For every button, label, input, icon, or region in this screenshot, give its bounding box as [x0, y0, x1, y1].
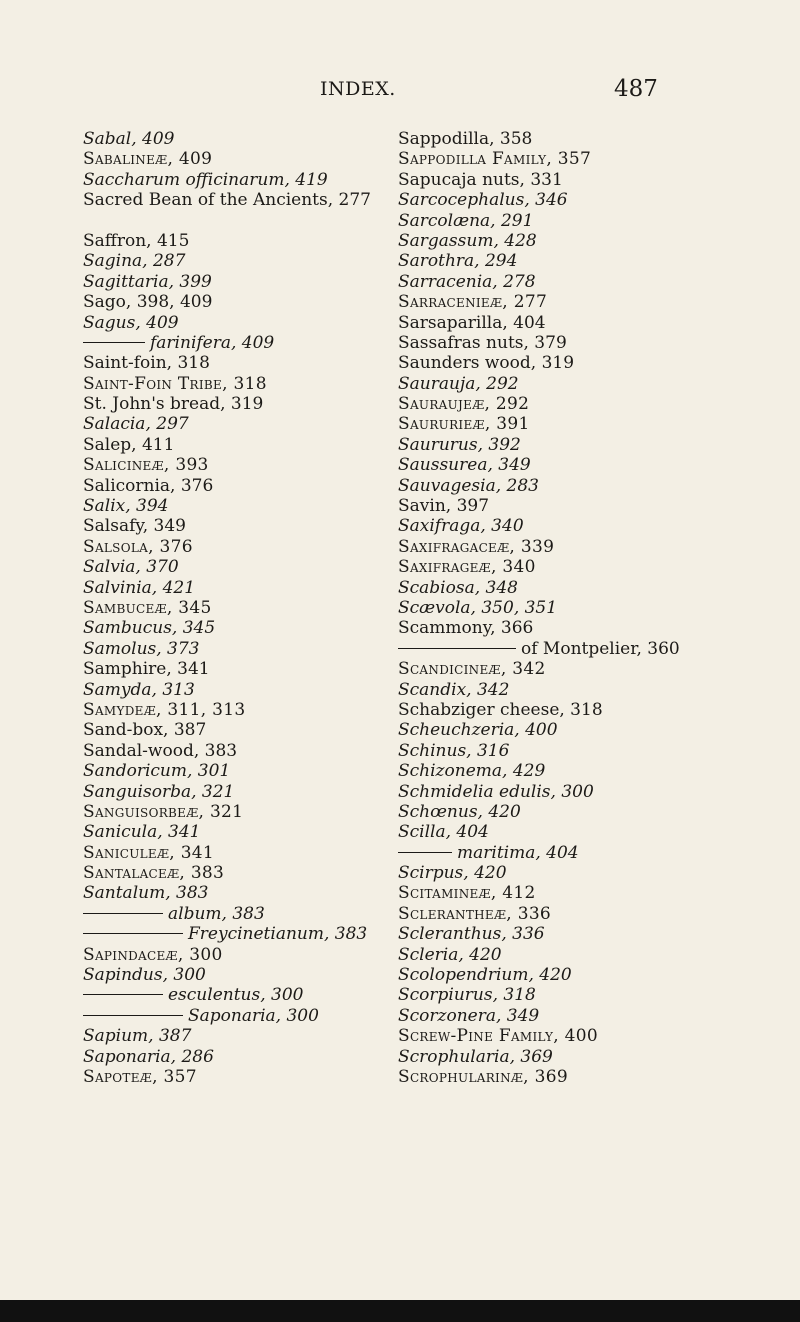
index-entry-text: Samphire, 341	[83, 659, 210, 680]
index-entry	[83, 333, 443, 353]
index-entry	[398, 557, 778, 577]
index-entry	[83, 272, 443, 292]
index-entry-text: Scævola, 350, 351	[398, 597, 558, 618]
index-entry	[83, 720, 443, 740]
index-entry	[83, 1067, 443, 1087]
index-entry-text: Samydeæ, 311, 313	[83, 699, 246, 720]
index-entry-text: Scleria, 420	[398, 944, 502, 965]
index-entry	[398, 149, 778, 169]
index-entry	[398, 618, 778, 638]
index-entry-text: Schmidelia edulis, 300	[398, 781, 594, 802]
index-entry	[398, 170, 778, 190]
index-entry-text: Saponaria, 300	[188, 1005, 319, 1026]
index-entry-text: Salsafy, 349	[83, 516, 186, 537]
index-entry	[398, 680, 778, 700]
index-entry	[398, 129, 778, 149]
index-entry-text: Schinus, 316	[398, 740, 510, 761]
index-entry	[398, 272, 778, 292]
index-entry	[398, 516, 778, 536]
running-title: INDEX.	[320, 78, 396, 100]
index-entry-text: Sarracenia, 278	[398, 271, 536, 292]
index-entry-text: Santalum, 383	[83, 883, 209, 904]
index-entry	[83, 374, 443, 394]
page-number: 487	[614, 76, 658, 102]
index-entry	[398, 822, 778, 842]
index-entry-text: Sagittaria, 399	[83, 271, 212, 292]
index-entry-text: Scammony, 366	[398, 618, 534, 639]
index-entry-text: Saxifragaceæ, 339	[398, 536, 555, 557]
index-entry	[83, 965, 443, 985]
index-entry	[398, 333, 778, 353]
index-entry	[83, 1006, 443, 1026]
index-entry	[83, 1047, 443, 1067]
index-entry-text: Scleranthеæ, 336	[398, 903, 552, 924]
index-entry-text: Scolopendrium, 420	[398, 965, 572, 986]
index-entry	[83, 598, 443, 618]
index-entry-text: Sarracenieæ, 277	[398, 292, 548, 313]
index-entry-text: Scitamineæ, 412	[398, 883, 536, 904]
index-entry-text: Saniculeæ, 341	[83, 842, 215, 863]
index-entry	[83, 700, 443, 720]
index-entry-text: Schabziger cheese, 318	[398, 699, 603, 720]
index-entry	[83, 680, 443, 700]
index-entry-text: Scandicineæ, 342	[398, 659, 546, 680]
index-entry-text: farinifera, 409	[150, 332, 275, 353]
index-entry	[83, 231, 443, 251]
index-entry-text: Schœnus, 420	[398, 801, 521, 822]
index-entry	[83, 455, 443, 475]
index-entry	[398, 578, 778, 598]
index-entry	[83, 394, 443, 414]
index-entry	[398, 741, 778, 761]
index-entry	[83, 313, 443, 333]
index-entry-text: Sagina, 287	[83, 251, 186, 272]
index-entry-text: Scirpus, 420	[398, 863, 507, 884]
ditto-dash	[398, 852, 452, 853]
index-entry	[83, 353, 443, 373]
index-entry-text: Saint-Foin Tribe, 318	[83, 373, 267, 394]
index-entry	[83, 985, 443, 1005]
index-entry	[398, 720, 778, 740]
index-entry	[83, 516, 443, 536]
index-entry-text: Sargassum, 428	[398, 230, 537, 251]
index-entry	[83, 782, 443, 802]
index-entry	[83, 741, 443, 761]
index-entry	[398, 251, 778, 271]
index-entry-text: Sabalineæ, 409	[83, 149, 213, 170]
index-entry	[398, 965, 778, 985]
index-entry-text: Sarsaparilla, 404	[398, 312, 546, 333]
index-entry	[83, 496, 443, 516]
index-entry-text: maritima, 404	[457, 842, 579, 863]
index-entry	[398, 1006, 778, 1026]
index-entry	[398, 496, 778, 516]
index-entry-text: Scabiosa, 348	[398, 577, 518, 598]
index-entry	[83, 414, 443, 434]
ditto-dash	[83, 933, 183, 934]
index-entry-text: Savin, 397	[398, 496, 490, 517]
ditto-dash	[398, 648, 516, 649]
index-entry-text: Saint-foin, 318	[83, 353, 210, 374]
index-entry	[83, 618, 443, 638]
index-entry-text: Scleranthus, 336	[398, 924, 545, 945]
index-entry	[398, 537, 778, 557]
index-entry	[398, 598, 778, 618]
index-entry	[398, 455, 778, 475]
index-entry-text: Sappodilla Family, 357	[398, 149, 592, 170]
index-entry-text: Samolus, 373	[83, 638, 200, 659]
index-entry-text: Salsola, 376	[83, 536, 193, 557]
index-entry	[83, 149, 443, 169]
index-entry-text: Sambuceæ, 345	[83, 598, 212, 618]
index-entry	[83, 129, 443, 149]
index-entry	[398, 211, 778, 231]
index-entry-text: Salvinia, 421	[83, 577, 196, 598]
index-entry-text: Saxifrageæ, 340	[398, 557, 536, 578]
index-entry-text: Sarcocephalus, 346	[398, 190, 568, 211]
index-entry-text: Samyda, 313	[83, 679, 195, 700]
index-entry	[83, 761, 443, 781]
index-entry	[398, 700, 778, 720]
index-entry-text: Sandal-wood, 383	[83, 740, 238, 761]
index-entry-text: Sauvagesia, 283	[398, 475, 539, 496]
index-entry	[83, 822, 443, 842]
index-entry-text: Saururieæ, 391	[398, 414, 530, 435]
index-entry-text: Scorzonera, 349	[398, 1005, 540, 1026]
index-entry-text: Sambucus, 345	[83, 618, 216, 639]
index-entry	[398, 394, 778, 414]
index-entry-text: Scheuchzeria, 400	[398, 720, 558, 741]
index-entry-text: Salvia, 370	[83, 557, 179, 578]
index-column-left	[83, 129, 443, 1087]
index-entry-text: of Montpelier, 360	[521, 638, 680, 659]
index-entry-text: Sand-box, 387	[83, 720, 207, 741]
index-entry-text: Saponaria, 286	[83, 1046, 214, 1067]
index-entry-text: Screw-Pine Family, 400	[398, 1026, 599, 1047]
index-entry	[83, 578, 443, 598]
index-entry	[83, 170, 443, 190]
page-header	[0, 76, 800, 106]
index-entry-text: Sapium, 387	[83, 1026, 192, 1047]
index-entry	[83, 802, 443, 822]
index-entry	[398, 904, 778, 924]
index-entry	[398, 985, 778, 1005]
index-entry-text: esculentus, 300	[168, 985, 304, 1006]
index-entry	[398, 414, 778, 434]
index-entry-text: St. John's bread, 319	[83, 394, 264, 415]
ditto-dash	[83, 994, 163, 995]
index-entry-text: Sabal, 409	[83, 129, 175, 149]
index-entry	[83, 863, 443, 883]
index-entry	[398, 190, 778, 210]
index-entry-text: Scilla, 404	[398, 822, 489, 843]
index-entry-text: Saururus, 392	[398, 434, 521, 455]
index-column-right	[398, 129, 778, 1087]
index-entry-text: album, 383	[168, 903, 265, 924]
index-entry-text: Saffron, 415	[83, 230, 190, 251]
index-entry-text: Saurauјеæ, 292	[398, 394, 530, 415]
index-entry-text: Sandoricum, 301	[83, 761, 231, 782]
index-entry	[83, 883, 443, 903]
index-entry	[398, 782, 778, 802]
index-entry	[398, 802, 778, 822]
index-entry-text: Saccharum officinarum, 419	[83, 169, 328, 190]
index-entry	[83, 190, 443, 231]
index-entry	[398, 1047, 778, 1067]
index-entry	[398, 883, 778, 903]
index-entry	[398, 843, 778, 863]
index-entry	[83, 251, 443, 271]
index-entry-text: Santalaceæ, 383	[83, 863, 225, 884]
ditto-dash	[83, 342, 145, 343]
index-entry-text: Schizonema, 429	[398, 761, 546, 782]
index-entry	[83, 557, 443, 577]
index-entry	[83, 659, 443, 679]
index-entry-text: Salicornia, 376	[83, 475, 214, 496]
index-entry	[398, 292, 778, 312]
index-entry-text: Sassafras nuts, 379	[398, 332, 567, 353]
index-entry	[398, 1067, 778, 1087]
index-entry-text: Sapindaceæ, 300	[83, 944, 223, 965]
index-entry-text: Sanguisorba, 321	[83, 781, 235, 802]
index-entry	[83, 537, 443, 557]
index-entry	[398, 1026, 778, 1046]
index-entry-text: Sapindus, 300	[83, 965, 206, 986]
index-entry-text: Salix, 394	[83, 496, 169, 517]
scan-edge-bar	[0, 1300, 800, 1322]
index-entry	[83, 924, 443, 944]
index-entry-text: Sapoteæ, 357	[83, 1066, 197, 1087]
index-entry	[83, 1026, 443, 1046]
index-entry-text: Scandix, 342	[398, 679, 510, 700]
index-entry-text: Salep, 411	[83, 434, 175, 455]
index-entry	[398, 761, 778, 781]
index-entry	[398, 231, 778, 251]
index-entry-text: Sacred Bean of the Ancients, 277	[83, 190, 371, 211]
index-entry	[83, 945, 443, 965]
index-entry-text: Sauraujа, 292	[398, 373, 519, 394]
index-entry	[83, 435, 443, 455]
index-entry	[398, 945, 778, 965]
index-entry	[83, 904, 443, 924]
index-entry-text: Sanguisorbeæ, 321	[83, 801, 244, 822]
index-entry-text: Salacia, 297	[83, 414, 189, 435]
index-entry	[83, 639, 443, 659]
index-entry	[398, 353, 778, 373]
index-entry	[398, 435, 778, 455]
index-entry	[398, 639, 778, 659]
index-entry-text: Sarothra, 294	[398, 251, 518, 272]
index-entry-text: Saunders wood, 319	[398, 353, 575, 374]
index-entry-text: Sanicula, 341	[83, 822, 201, 843]
ditto-dash	[83, 1015, 183, 1016]
index-entry-text: Freycinetianum, 383	[188, 924, 368, 945]
index-entry-text: Sagus, 409	[83, 312, 179, 333]
index-entry	[83, 843, 443, 863]
index-entry-text: Saussurea, 349	[398, 455, 531, 476]
index-entry-text: Sapucaja nuts, 331	[398, 169, 563, 190]
index-entry	[83, 476, 443, 496]
index-entry-text: Scorpiurus, 318	[398, 985, 536, 1006]
index-entry	[398, 374, 778, 394]
index-entry	[398, 313, 778, 333]
index-entry-text: Saxifraga, 340	[398, 516, 524, 537]
index-entry	[398, 924, 778, 944]
index-entry-text: Sappodilla, 358	[398, 129, 533, 149]
index-entry-text: Sarcolæna, 291	[398, 210, 534, 231]
index-entry	[398, 659, 778, 679]
index-entry-text: Sago, 398, 409	[83, 292, 213, 313]
index-entry	[398, 476, 778, 496]
index-entry-text: Salicineæ, 393	[83, 455, 209, 476]
index-entry	[83, 292, 443, 312]
index-entry	[398, 863, 778, 883]
index-entry-text: Scrophularia, 369	[398, 1046, 553, 1067]
index-entry-text: Scrophularinæ, 369	[398, 1066, 568, 1087]
ditto-dash	[83, 913, 163, 914]
